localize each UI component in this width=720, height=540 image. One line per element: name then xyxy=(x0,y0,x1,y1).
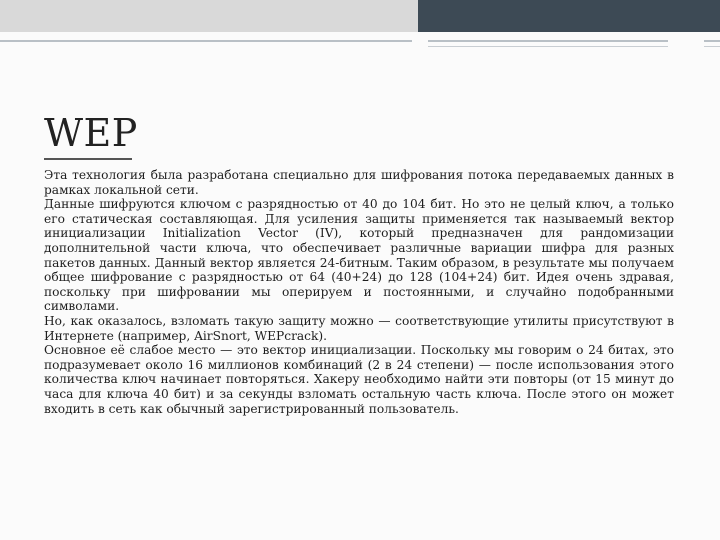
slide-title: WEP xyxy=(44,111,138,155)
header-accent-line-thin xyxy=(428,46,668,47)
body-paragraph: Эта технология была разработана специально для шифрования потока передаваемых данных в рамках локальной сети. xyxy=(44,168,674,197)
title-underline xyxy=(44,158,132,160)
header-accent-line xyxy=(704,40,720,42)
body-paragraph: Основное её слабое место — это вектор инициализации. Поскольку мы говорим о 24 битах, это подразумевает около 16 миллионов комбинаций (2 в 24 степени) — после использования этого количества ключ начинает повторяться. Хакеру необходимо найти эти повторы (от 15 минут до часа для ключа 40 бит) и за секунды взломать остальную часть ключа. После этого он может входить в сеть как обычный зарегистрированный пользователь. xyxy=(44,343,674,416)
header-accent-line-thin xyxy=(704,46,720,47)
body-paragraph: Но, как оказалось, взломать такую защиту можно — соответствующие утилиты присутствуют в Интернете (например, AirSnort, WEPcrack). xyxy=(44,313,674,343)
slide-body xyxy=(44,168,674,416)
header-accent-line xyxy=(0,40,412,42)
header-dark-block xyxy=(418,0,720,32)
body-paragraph: Данные шифруются ключом с разрядностью от 40 до 104 бит. Но это не целый ключ, а только его статическая составляющая. Для усиления защиты применяется так называемый вектор инициализации Initialization Vector (IV), который предназначен для рандомизации дополнительной части ключа, что обеспечивает различные вариации шифра для разных пакетов данных. Данный вектор является 24-битным. Таким образом, в результате мы получаем общее шифрование с разрядностью от 64 (40+24) до 128 (104+24) бит. Идея очень здравая, поскольку при шифровании мы оперируем и постоянными, и случайно подобранными символами. xyxy=(44,197,674,314)
header-accent-line xyxy=(428,40,668,42)
